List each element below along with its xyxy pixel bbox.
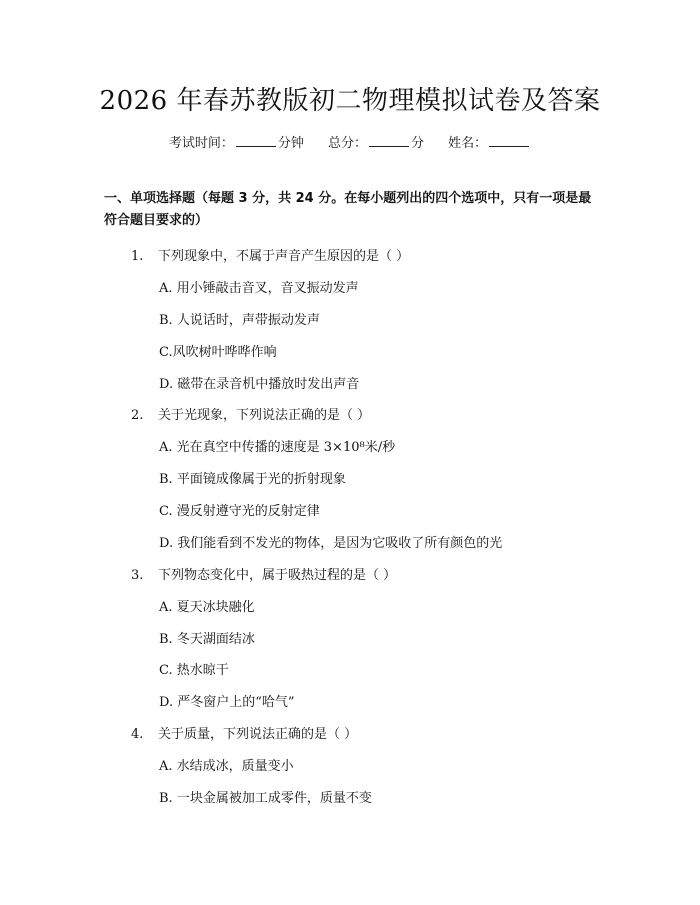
question-text: 下列现象中，不属于声音产生原因的是（ ） [158,249,410,264]
question-number: 4. [131,727,144,742]
question-1-option-d: D. 磁带在录音机中播放时发出声音 [159,377,360,392]
question-number: 1. [131,249,144,264]
question-2-option-b: B. 平面镜成像属于光的折射现象 [159,472,346,487]
question-text: 下列物态变化中，属于吸热过程的是（ ） [158,568,397,583]
time-blank [236,134,276,147]
score-unit: 分 [411,136,425,151]
question-3-option-d: D. 严冬窗户上的“哈气” [159,695,295,710]
question-2 [131,404,370,423]
question-4-option-a: A. 水结成冰，质量变小 [159,759,294,774]
question-1-option-b: B. 人说话时，声带振动发声 [159,313,320,328]
question-text: 关于光现象，下列说法正确的是（ ） [158,408,371,423]
question-3-option-b: B. 冬天湖面结冰 [159,632,255,647]
question-4-option-b: B. 一块金属被加工成零件，质量不变 [159,791,372,806]
question-4 [131,723,357,742]
section-heading: 一、单项选择题（每题 3 分，共 24 分。在每小题列出的四个选项中，只有一项是最符合题目要求的） [104,191,592,228]
question-2-option-c: C. 漫反射遵守光的反射定律 [159,504,320,519]
question-number: 2. [131,408,144,423]
question-1-option-c: C.风吹树叶哗哗作响 [159,345,277,360]
question-1-option-a: A. 用小锤敲击音叉，音叉振动发声 [159,281,359,296]
exam-title: 2026 年春苏教版初二物理模拟试卷及答案 [99,86,601,116]
score-label: 总分： [327,136,367,151]
name-field [448,132,531,151]
question-3-option-c: C. 热水晾干 [159,663,229,678]
question-number: 3. [131,568,144,583]
question-3-option-a: A. 夏天冰块融化 [159,600,255,615]
time-unit: 分钟 [277,136,304,151]
question-3 [131,564,396,583]
time-field [169,132,304,151]
question-1 [131,245,409,264]
name-blank [489,134,529,147]
score-blank [369,134,409,147]
question-2-option-d: D. 我们能看到不发光的物体，是因为它吸收了所有颜色的光 [159,536,503,551]
question-text: 关于质量，下列说法正确的是（ ） [158,727,358,742]
exam-meta [0,132,700,151]
name-label: 姓名： [448,136,488,151]
time-label: 考试时间： [168,136,234,151]
score-field [328,132,424,151]
question-2-option-a: A. 光在真空中传播的速度是 3×10⁸米/秒 [159,440,396,455]
